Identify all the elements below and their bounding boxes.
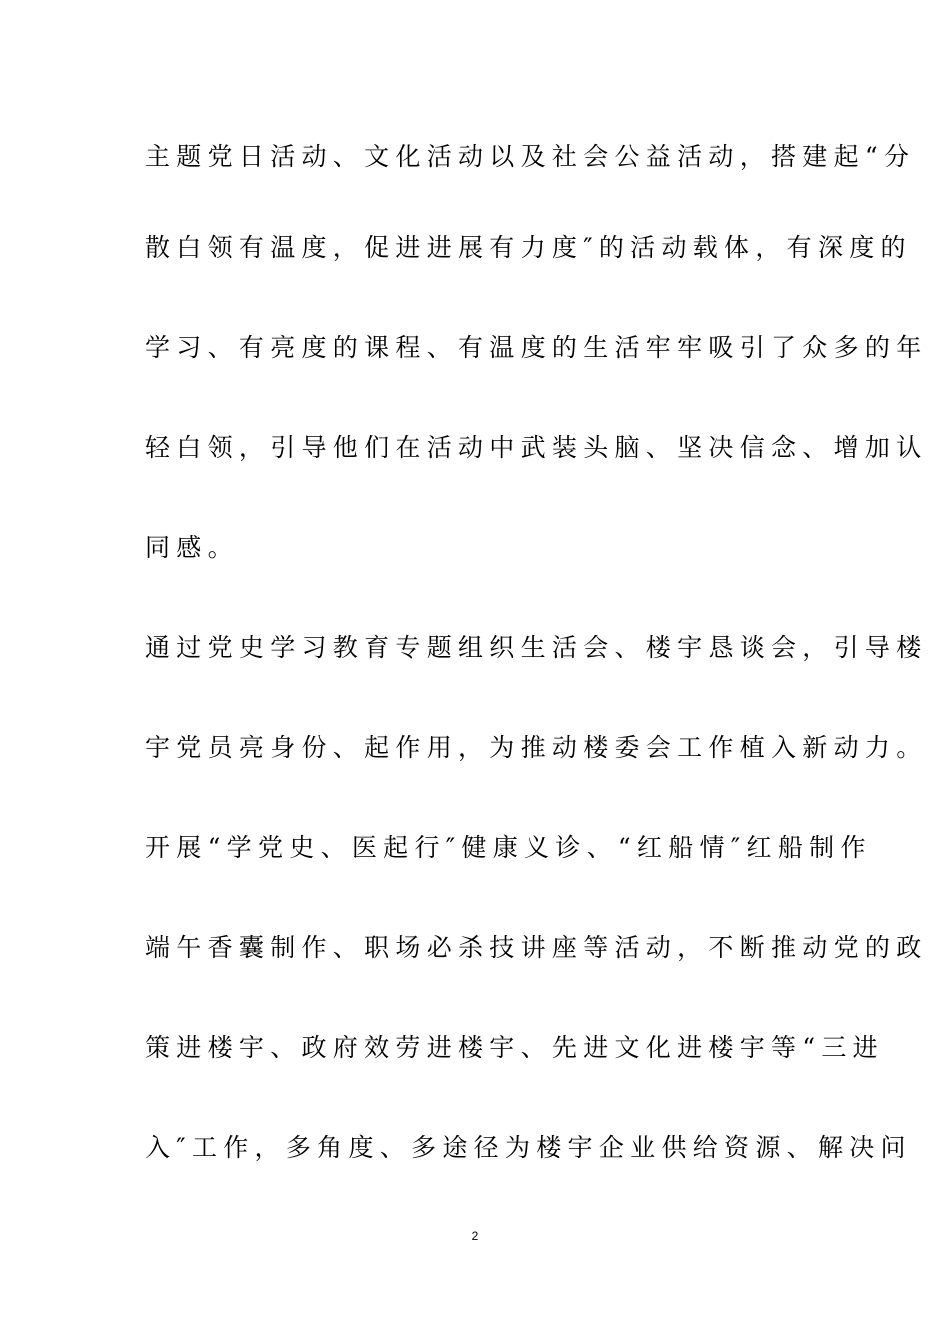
text-line: 端午香囊制作、职场必杀技讲座等活动，不断推动党的政 bbox=[145, 933, 928, 962]
text-line: 通过党史学习教育专题组织生活会、楼宇恳谈会，引导楼 bbox=[145, 633, 928, 662]
text-line: 策进楼宇、政府效劳进楼宇、先进文化进楼宇等“三进 bbox=[145, 1033, 884, 1062]
text-line: 宇党员亮身份、起作用，为推动楼委会工作植入新动力。 bbox=[145, 733, 928, 762]
text-line: 轻白领，引导他们在活动中武装头脑、坚决信念、增加认 bbox=[145, 433, 928, 462]
text-line: 开展“学党史、医起行″健康义诊、“红船情″红船制作 bbox=[145, 833, 872, 862]
page-number: 2 bbox=[471, 1229, 479, 1243]
text-line: 散白领有温度，促进进展有力度″的活动载体，有深度的 bbox=[145, 233, 912, 262]
text-line: 学习、有亮度的课程、有温度的生活牢牢吸引了众多的年 bbox=[145, 333, 928, 362]
text-line: 同感。 bbox=[145, 533, 239, 562]
text-line: 入″工作，多角度、多途径为楼宇企业供给资源、解决问 bbox=[145, 1133, 912, 1162]
text-line: 主题党日活动、文化活动以及社会公益活动，搭建起“分 bbox=[145, 142, 916, 171]
